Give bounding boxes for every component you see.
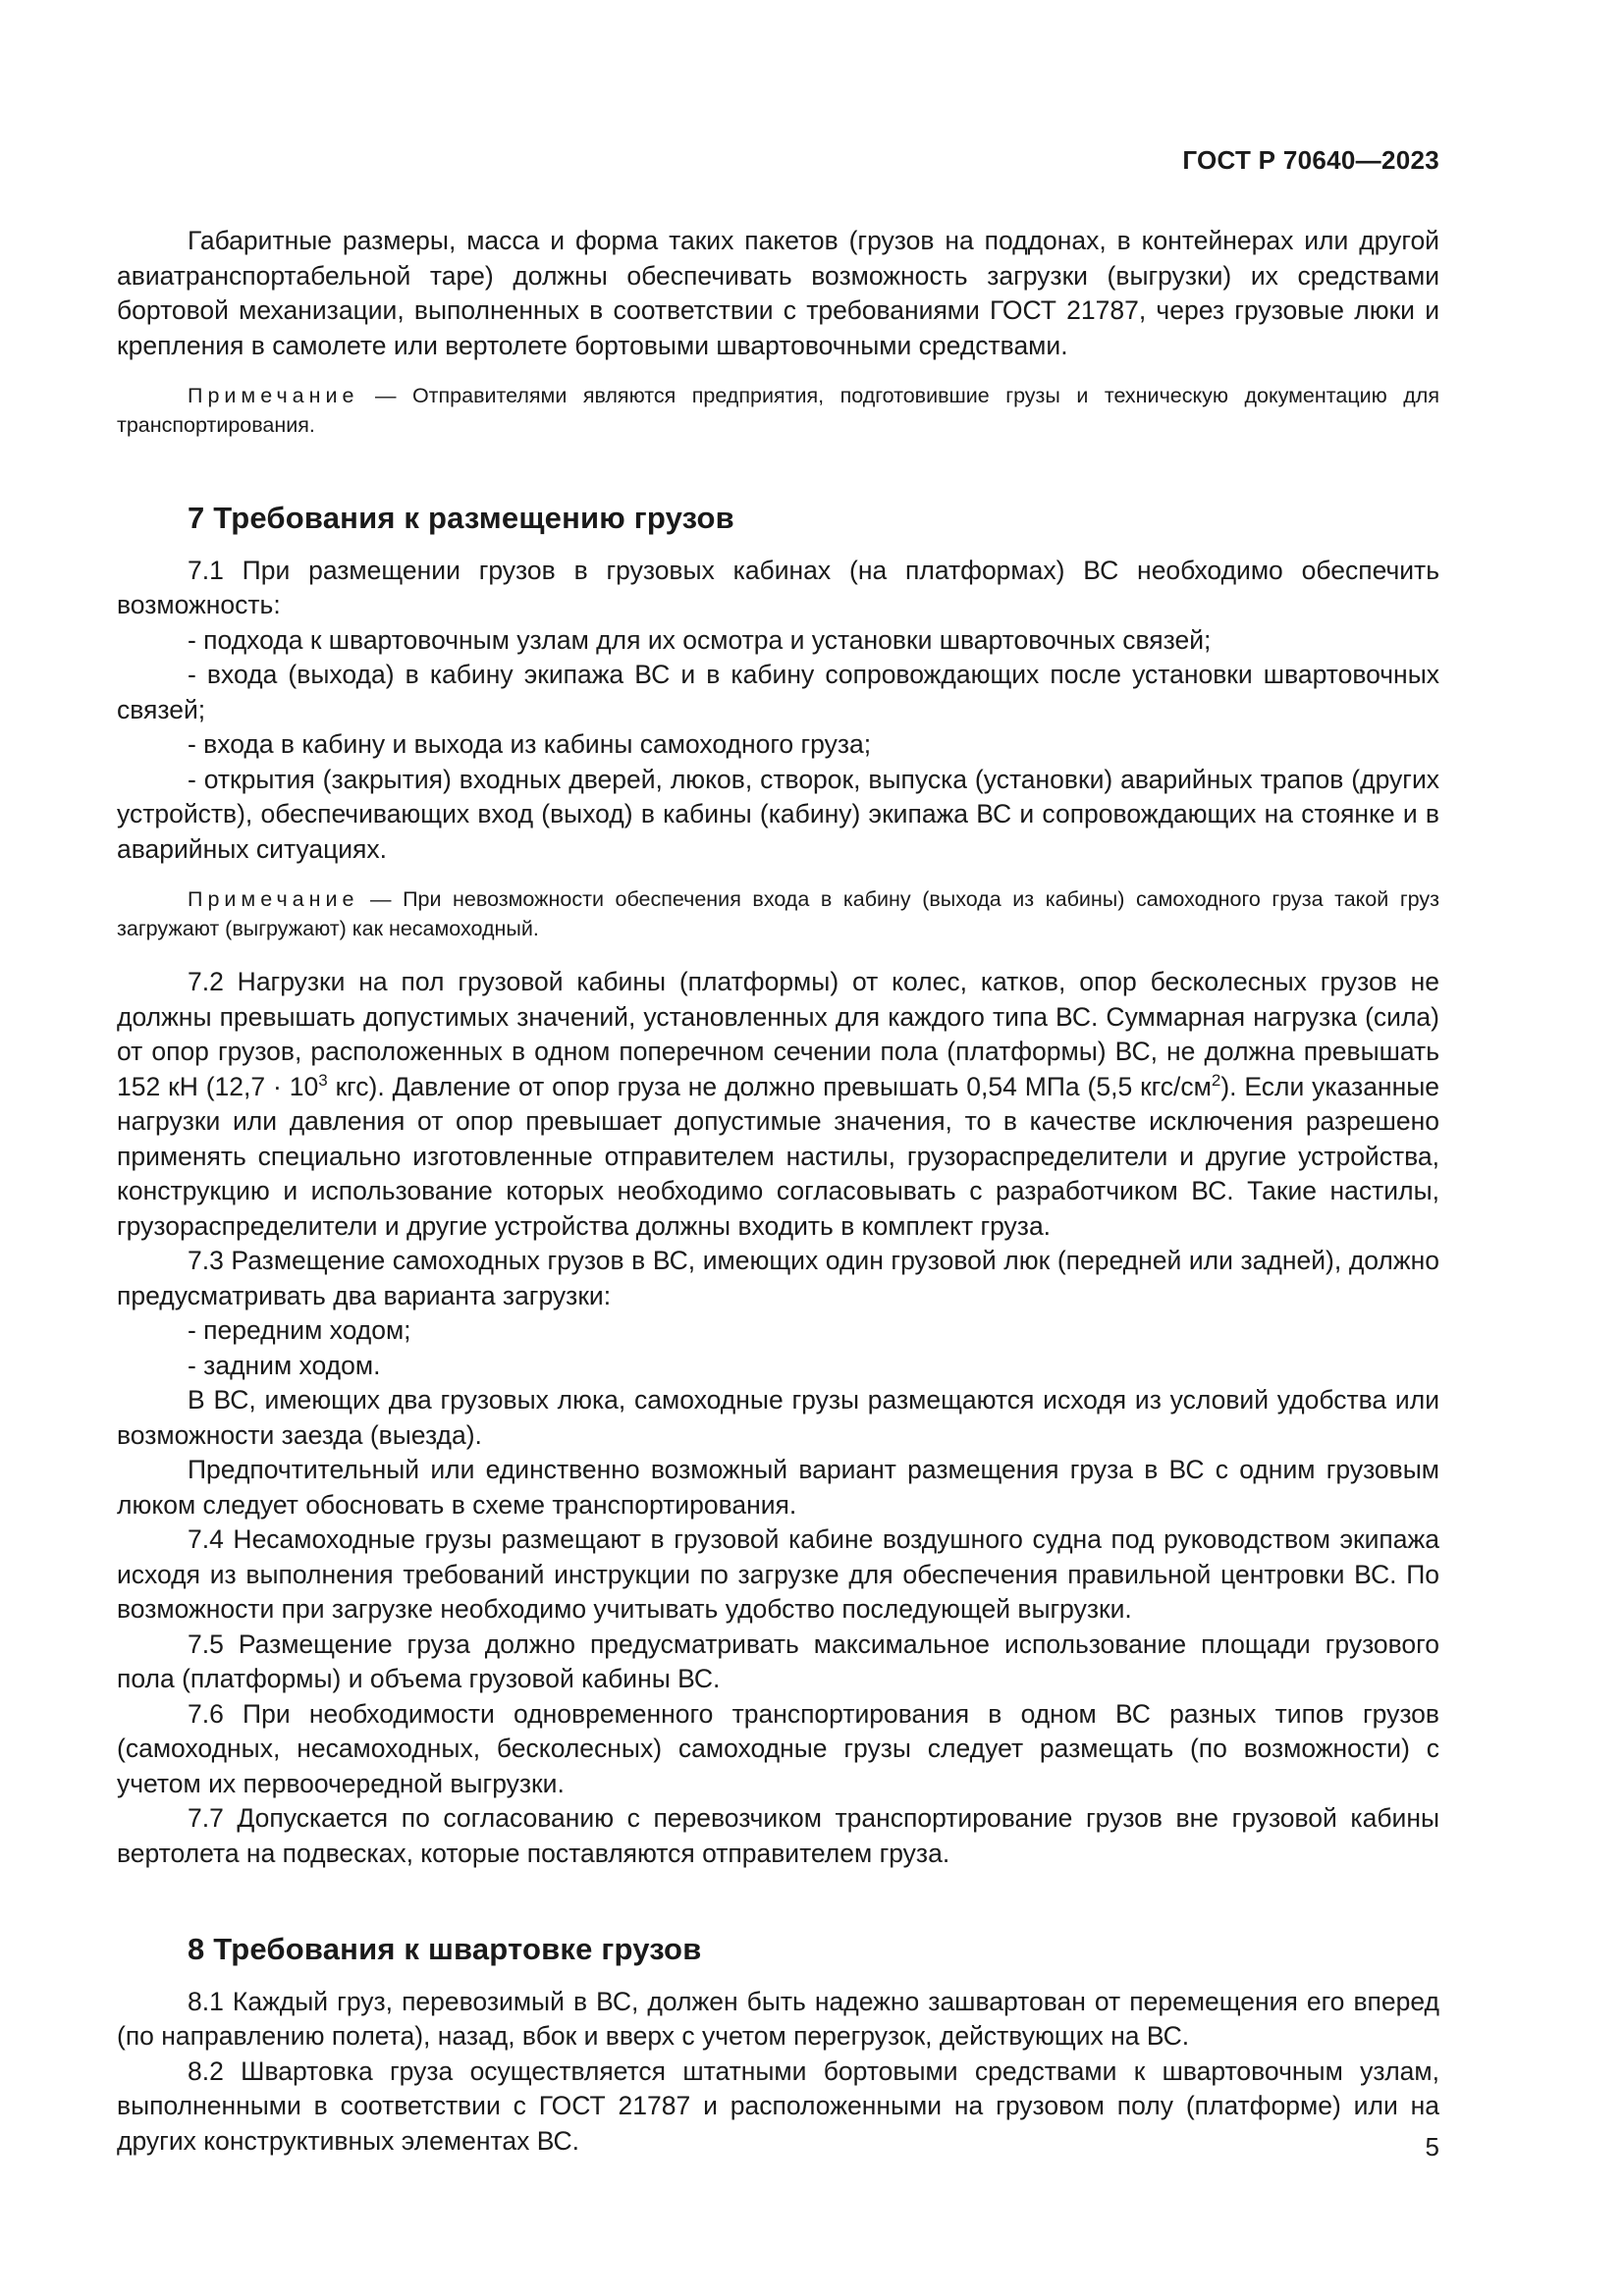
paragraph-7-2: [117, 965, 1439, 1244]
paragraph-7-5: 7.5 Размещение груза должно предусматривать максимальное использование площади грузового пола (платформы) и объема грузовой кабины ВС.: [117, 1629, 1439, 1693]
section-7-note: [117, 884, 1439, 943]
note-text: — Отправителями являются предприятия, подготовившие грузы и техническую документацию для транспортирования.: [117, 384, 1439, 437]
section-8-heading: 8 Требования к швартовке грузов: [188, 1932, 702, 1966]
paragraph-8-2: 8.2 Швартовка груза осуществляется штатными бортовыми средствами к швартовочным узлам, выполненными в соответствии с ГОСТ 21787 и расположенными на грузовом полу (платформе) или на других конструктивных элементах ВС.: [117, 2056, 1439, 2156]
paragraph-7-2-part-c: ). Если указанные нагрузки или давления от опор превышает допустимые значения, то в качестве исключения разрешено применять специально изготовленные отправителем настилы, грузораспределители и другие устройства, конструкцию и использование которых необходимо согласовывать с разработчиком ВС. Такие настилы, грузораспределители и другие устройства должны входить в комплект груза.: [117, 1071, 1439, 1241]
paragraph-7-1: 7.1 При размещении грузов в грузовых кабинах (на платформах) ВС необходимо обеспечить возможность:: [117, 555, 1439, 619]
note-label: Примечание: [188, 887, 359, 911]
document-code-header: ГОСТ Р 70640—2023: [1182, 145, 1439, 175]
note-text: — При невозможности обеспечения входа в кабину (выхода из кабины) самоходного груза такой груз загружают (выгружают) как несамоходный.: [117, 887, 1439, 940]
paragraph-7-3: 7.3 Размещение самоходных грузов в ВС, имеющих один грузовой люк (передней или задней), должно предусматривать два варианта загрузки:: [117, 1246, 1439, 1310]
note-label: Примечание: [188, 384, 359, 407]
page-number: 5: [1425, 2132, 1439, 2162]
section-7-heading: 7 Требования к размещению грузов: [188, 501, 734, 535]
paragraph-7-2-part-a: 7.2 Нагрузки на пол грузовой кабины (платформы) от колес, катков, опор бесколесных грузов не должны превышать допустимых значений, установленных для каждого типа ВС. Суммарная нагрузка (сила) от опор грузов, расположенных в одном поперечном сечении пола (платформы) ВС, не должна превышать 152 кН (12,7 · 10: [117, 967, 1439, 1101]
superscript-exponent: 2: [1211, 1070, 1221, 1090]
paragraph-8-1: 8.1 Каждый груз, перевозимый в ВС, должен быть надежно зашвартован от перемещения его вперед (по направлению полета), назад, вбок и вверх с учетом перегрузок, действующих на ВС.: [117, 1986, 1439, 2051]
intro-note: [117, 381, 1439, 440]
superscript-exponent: 3: [318, 1070, 328, 1090]
intro-paragraph: Габаритные размеры, масса и форма таких пакетов (грузов на поддонах, в контейнерах или другой авиатранспортабельной таре) должны обеспечивать возможность загрузки (выгрузки) их средствами бортовой механизации, выполненных в соответствии с требованиями ГОСТ 21787, через грузовые люки и крепления в самолете или вертолете бортовыми швартовочными средствами.: [117, 226, 1439, 360]
list-item: - задним ходом.: [188, 1350, 381, 1380]
paragraph-7-3-c: Предпочтительный или единственно возможный вариант размещения груза в ВС с одним грузовым люком следует обосновать в схеме транспортирования.: [117, 1455, 1439, 1520]
list-item: - открытия (закрытия) входных дверей, люков, створок, выпуска (установки) аварийных трапов (других устройств), обеспечивающих вход (выход) в кабины (кабину) экипажа ВС и сопровождающих на стоянке и в аварийных ситуациях.: [117, 764, 1439, 864]
list-item: - входа в кабину и выхода из кабины самоходного груза;: [188, 729, 872, 759]
paragraph-7-7: 7.7 Допускается по согласованию с перевозчиком транспортирование грузов вне грузовой кабины вертолета на подвесках, которые поставляются отправителем груза.: [117, 1803, 1439, 1868]
paragraph-7-3-b: В ВС, имеющих два грузовых люка, самоходные грузы размещаются исходя из условий удобства или возможности заезда (выезда).: [117, 1385, 1439, 1450]
list-item: - подхода к швартовочным узлам для их осмотра и установки швартовочных связей;: [188, 624, 1212, 655]
list-item: - передним ходом;: [188, 1315, 411, 1345]
paragraph-7-2-part-b: кгс). Давление от опор груза не должно превышать 0,54 МПа (5,5 кгс/см: [327, 1071, 1212, 1101]
page-content: [117, 224, 1439, 2159]
list-item: - входа (выхода) в кабину экипажа ВС и в кабину сопровождающих после установки швартовочных связей;: [117, 660, 1439, 724]
paragraph-7-6: 7.6 При необходимости одновременного транспортирования в одном ВС разных типов грузов (самоходных, несамоходных, бесколесных) самоходные грузы следует размещать (по возможности) с учетом их первоочередной выгрузки.: [117, 1698, 1439, 1798]
paragraph-7-4: 7.4 Несамоходные грузы размещают в грузовой кабине воздушного судна под руководством экипажа исходя из выполнения требований инструкции по загрузке для обеспечения правильной центровки ВС. По возможности при загрузке необходимо учитывать удобство последующей выгрузки.: [117, 1524, 1439, 1624]
